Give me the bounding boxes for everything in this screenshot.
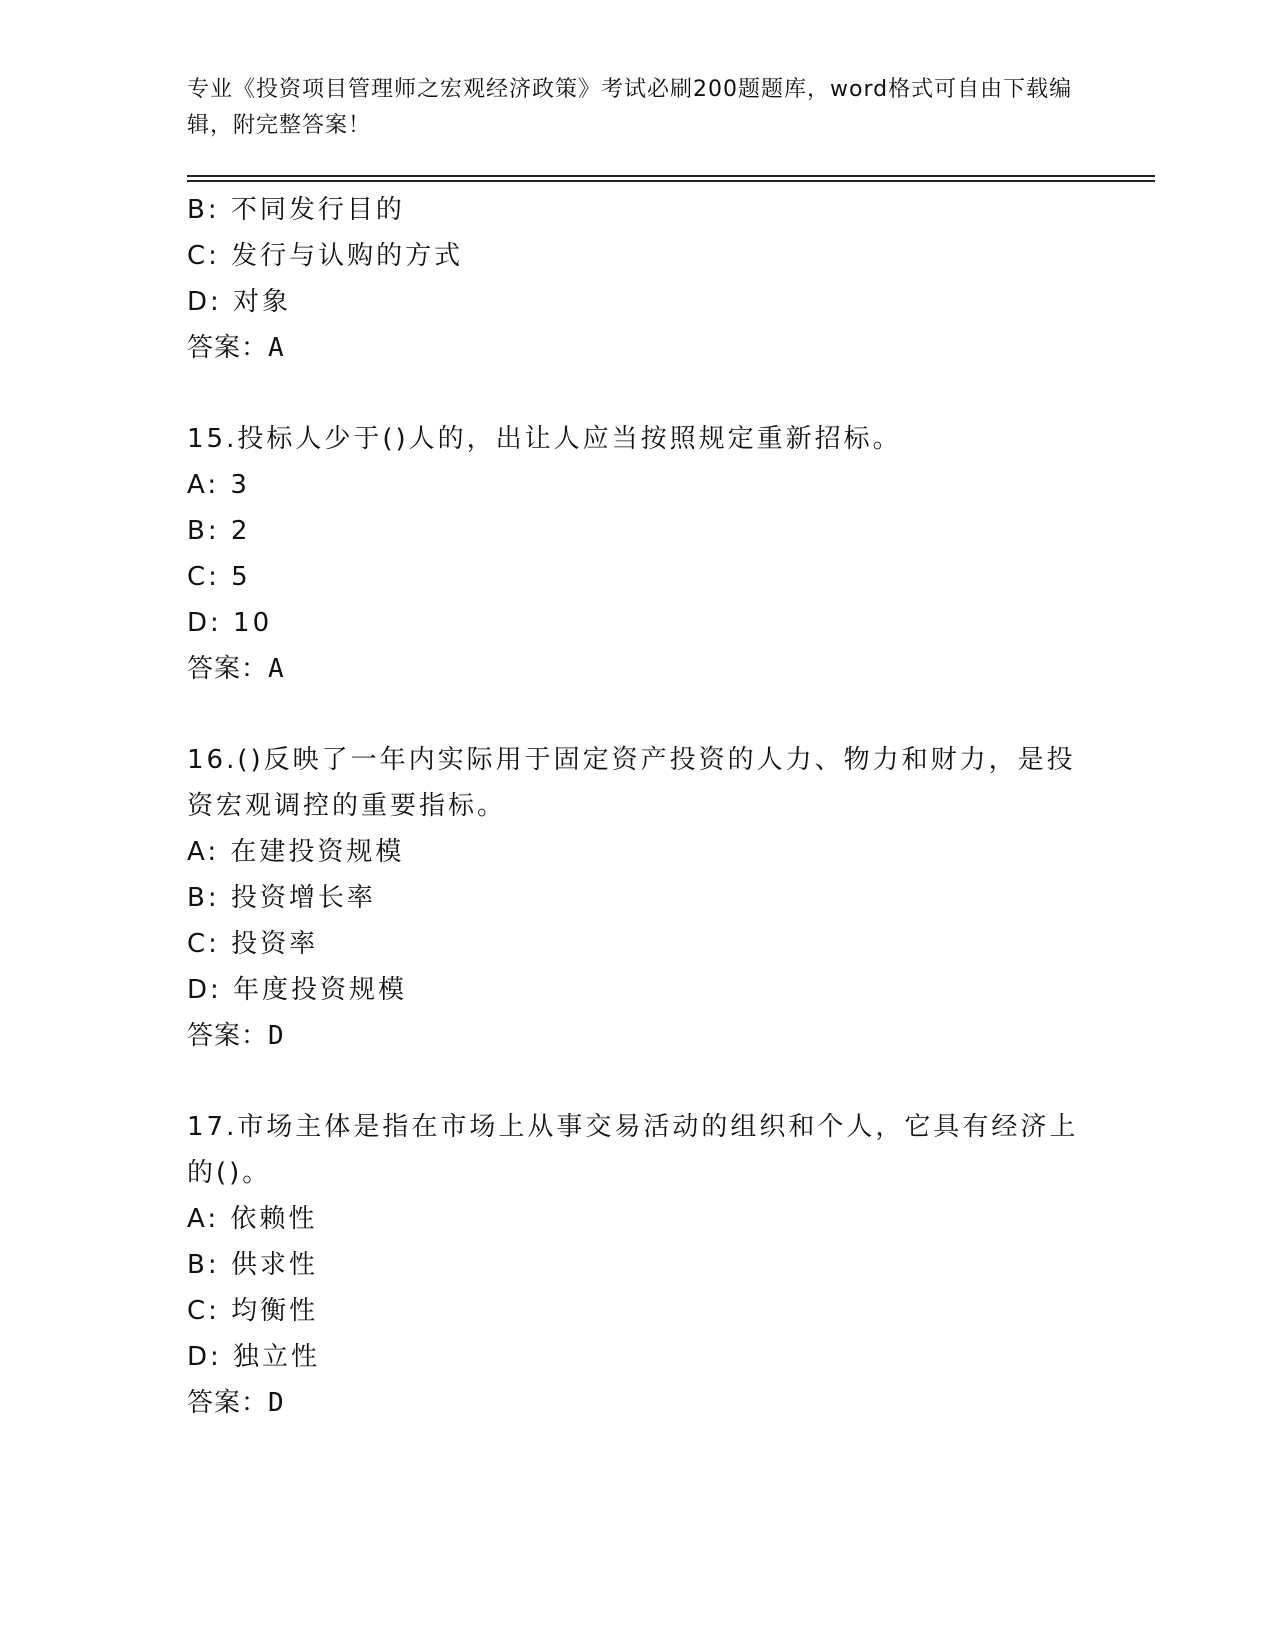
question-fragment	[187, 187, 1087, 371]
question-stem: 16.()反映了一年内实际用于固定资产投资的人力、物力和财力，是投资宏观调控的重要指标。	[187, 745, 1076, 821]
question-17	[187, 1104, 1087, 1426]
question-list	[187, 187, 1087, 1426]
answer-line: 答案：A	[187, 654, 285, 684]
header-divider-top	[187, 175, 1155, 177]
option-b: B: 供求性	[187, 1250, 318, 1280]
option-d: D: 独立性	[187, 1342, 321, 1372]
answer-line: 答案：D	[187, 1388, 285, 1418]
question-stem: 15.投标人少于()人的，出让人应当按照规定重新招标。	[187, 424, 902, 454]
option-d: D: 对象	[187, 287, 292, 317]
option-d: D: 年度投资规模	[187, 975, 408, 1005]
question-15	[187, 416, 1087, 692]
option-c: C: 均衡性	[187, 1296, 319, 1326]
answer-line: 答案：A	[187, 333, 285, 363]
option-b: B: 不同发行目的	[187, 195, 405, 225]
document-header: 专业《投资项目管理师之宏观经济政策》考试必刷200题题库，word格式可自由下载编辑，附完整答案！	[187, 77, 1073, 138]
option-c: C: 5	[187, 562, 251, 592]
question-stem: 17.市场主体是指在市场上从事交易活动的组织和个人，它具有经济上的()。	[187, 1112, 1079, 1188]
option-c: C: 发行与认购的方式	[187, 241, 464, 271]
option-a: A: 在建投资规模	[187, 837, 405, 867]
option-b: B: 投资增长率	[187, 883, 376, 913]
header-divider-bottom	[187, 180, 1155, 182]
option-b: B: 2	[187, 516, 251, 546]
option-a: A: 3	[187, 470, 250, 500]
answer-line: 答案：D	[187, 1021, 285, 1051]
option-a: A: 依赖性	[187, 1204, 318, 1234]
option-d: D: 10	[187, 608, 273, 638]
question-16	[187, 737, 1087, 1059]
option-c: C: 投资率	[187, 929, 319, 959]
